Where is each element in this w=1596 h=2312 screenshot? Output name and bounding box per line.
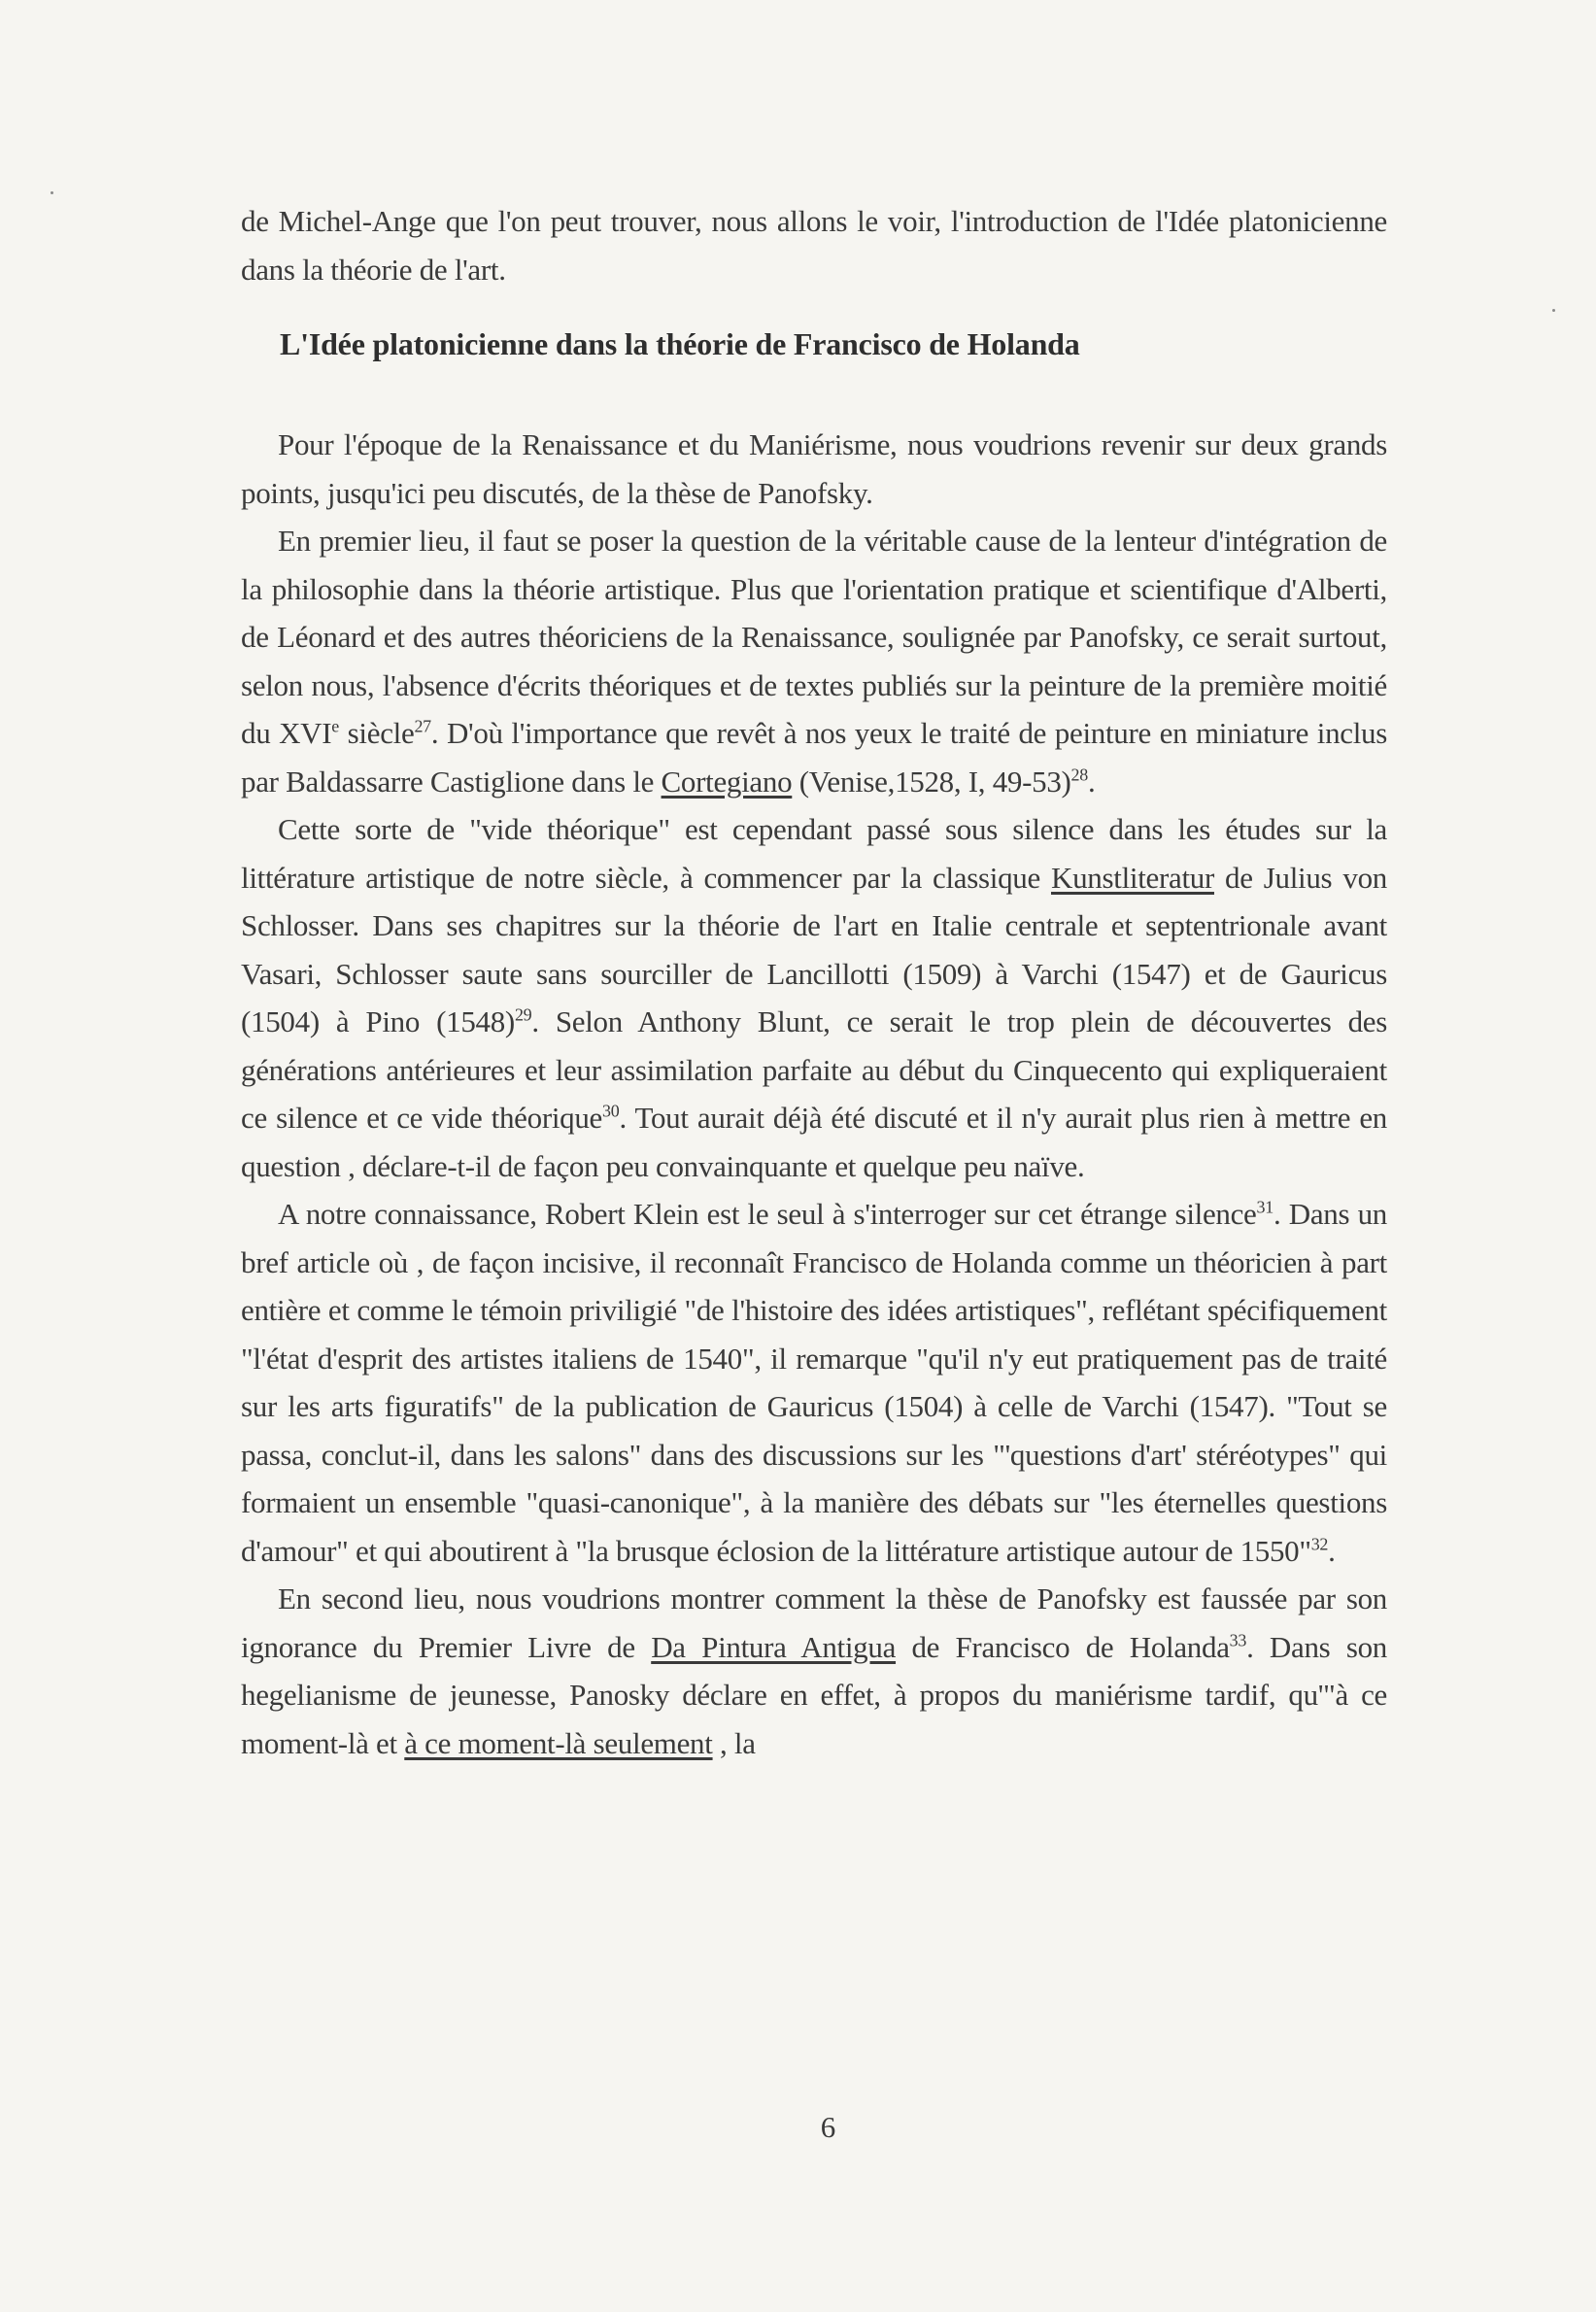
paragraph-text: . Dans un bref article où , de façon incisive, il reconnaît Francisco de Holanda comme un théoricien à part entière et comme le témoin priviligié "de l'histoire des idées artistiques", reflétant spécifiquement "l'état d'esprit des artistes italiens de 1540", il remarque "qu'il n'y eut pratiquement pas de traité sur les arts figuratifs" de la publication de Gauricus (1504) à celle de Varchi (1547). "Tout se passa, conclut-il, dans les salons" dans des discussions sur les "'questions d'art' stéréotypes" qui formaient un ensemble "quasi-canonique", à la manière des débats sur "les éternelles questions d'amour" et qui aboutirent à "la brusque éclosion de la littérature artistique autour de 1550"	[241, 1197, 1387, 1568]
paragraph-text: Cette sorte de "vide théorique" est cependant passé sous silence dans les études sur la littérature artistique de notre siècle, à commencer par la classique	[241, 812, 1387, 895]
paragraph-5	[241, 1575, 1387, 1767]
paragraph-text: . Tout aurait déjà été discuté et il n'y aurait plus rien à mettre en question , déclare-t-il de façon peu convainquante et quelque peu naïve.	[241, 1101, 1387, 1183]
book-title-cortegiano: Cortegiano	[661, 764, 793, 799]
scan-speck	[51, 191, 53, 194]
paragraph-text: , la	[712, 1725, 756, 1760]
footnote-ref-31: 31	[1256, 1197, 1273, 1217]
paragraph-text: siècle	[338, 716, 415, 750]
paragraph-text: . Dans son hegelianisme de jeunesse, Panosky déclare en effet, à propos du maniérisme tardif, qu'"à ce moment-là et	[241, 1629, 1387, 1760]
book-title-da-pintura-antigua: Da Pintura Antigua	[651, 1629, 897, 1664]
section-heading: L'Idée platonicienne dans la théorie de Francisco de Holanda	[280, 326, 1080, 361]
footnote-ref-29: 29	[514, 1004, 532, 1025]
body-text	[241, 421, 1387, 1767]
emphasized-phrase: à ce moment-là seulement	[404, 1725, 713, 1760]
footnote-ref-32: 32	[1310, 1534, 1329, 1554]
paragraph-text: . Selon Anthony Blunt, ce serait le trop plein de découvertes des générations antérieures et leur assimilation parfaite au début du Cinquecento qui expliqueraient ce silence et ce vide théorique	[241, 1004, 1387, 1135]
paragraph-text: Pour l'époque de la Renaissance et du Maniérisme, nous voudrions revenir sur deux grands points, jusqu'ici peu discutés, de la thèse de Panofsky.	[241, 427, 1387, 510]
paragraph-text: .	[1328, 1533, 1336, 1568]
book-title-kunstliteratur: Kunstliteratur	[1051, 860, 1214, 895]
paragraph-1	[241, 421, 1387, 517]
paragraph-text: (Venise,1528, I, 49-53)	[792, 764, 1071, 799]
paragraph-text: . D'où l'importance que revêt à nos yeux le traité de peinture en miniature inclus par Baldassarre Castiglione dans le	[241, 716, 1387, 799]
scan-speck	[1552, 309, 1555, 312]
footnote-ref-30: 30	[602, 1101, 620, 1121]
page-number: 6	[820, 2110, 836, 2144]
footnote-ref-27: 27	[414, 716, 431, 736]
paragraph-text: de Francisco de Holanda	[896, 1629, 1230, 1664]
paragraph-text: En second lieu, nous voudrions montrer comment la thèse de Panofsky est faussée par son ignorance du Premier Livre de	[241, 1581, 1387, 1664]
paragraph-3	[241, 805, 1387, 1190]
paragraph-text: En premier lieu, il faut se poser la question de la véritable cause de la lenteur d'intégration de la philosophie dans la théorie artistique. Plus que l'orientation pratique et scientifique d'Alberti, de Léonard et des autres théoriciens de la Renaissance, soulignée par Panofsky, ce serait surtout, selon nous, l'absence d'écrits théoriques et de textes publiés sur la peinture de la première moitié du XVI	[241, 524, 1387, 750]
paragraph-text: A notre connaissance, Robert Klein est le seul à s'interroger sur cet étrange silence	[278, 1197, 1257, 1231]
paragraph-text: de Julius von Schlosser. Dans ses chapitres sur la théorie de l'art en Italie centrale et septentrionale avant Vasari, Schlosser saute sans sourciller de Lancillotti (1509) à Varchi (1547) et de Gauricus (1504) à Pino (1548)	[241, 860, 1387, 1038]
footnote-ref-28: 28	[1070, 765, 1088, 785]
paragraph-text: .	[1087, 764, 1096, 799]
superscript: e	[331, 716, 339, 736]
paragraph-2	[241, 517, 1387, 805]
intro-paragraph	[241, 197, 1387, 293]
paragraph-4	[241, 1190, 1387, 1575]
footnote-ref-33: 33	[1229, 1630, 1247, 1650]
intro-text: de Michel-Ange que l'on peut trouver, nous allons le voir, l'introduction de l'Idée platonicienne dans la théorie de l'art.	[241, 204, 1387, 287]
